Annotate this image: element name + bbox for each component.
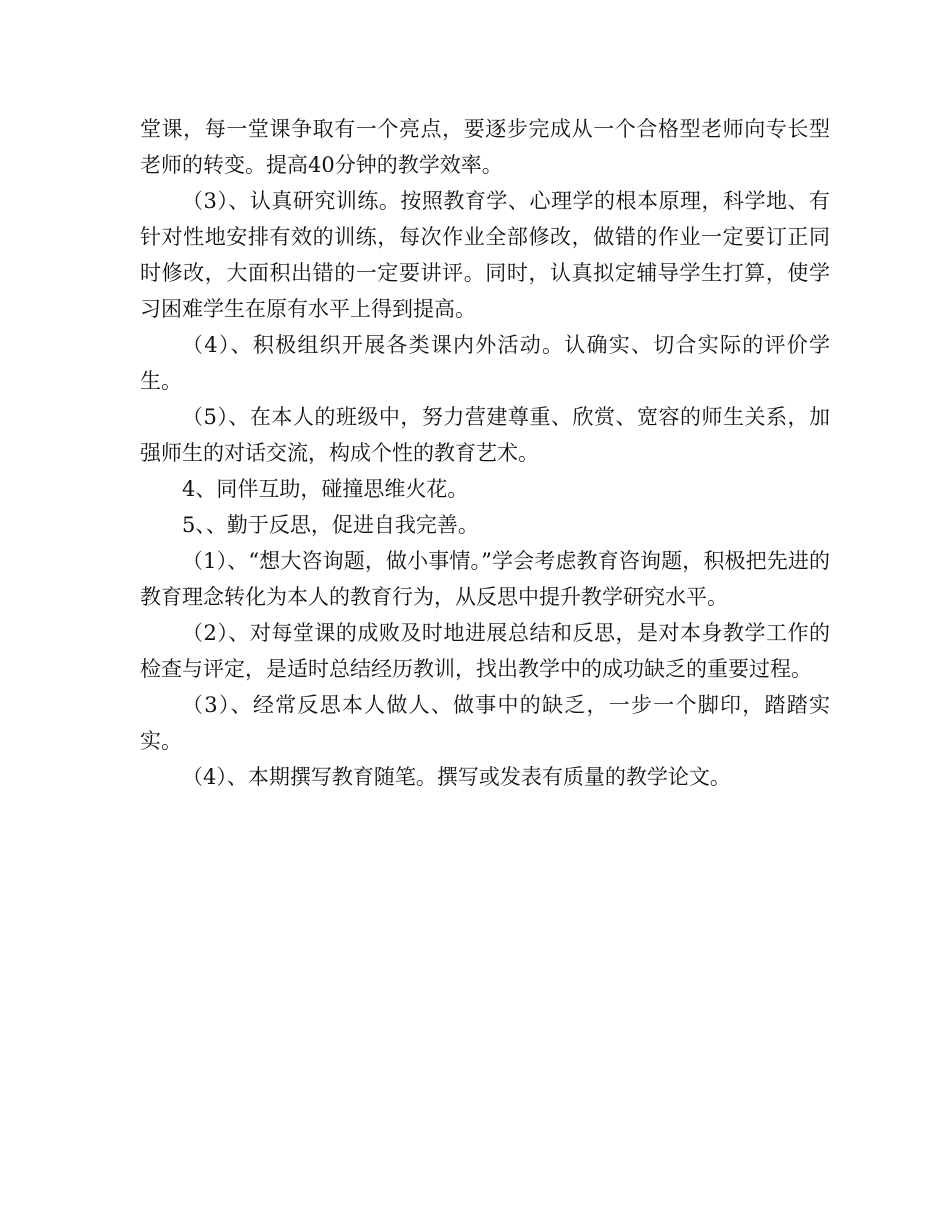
paragraph-reflection-item-2: （2）、对每堂课的成败及时地进展总结和反思，是对本身教学工作的检查与评定，是适时总结经历教训，找出教学中的成功缺乏的重要过程。 — [140, 621, 830, 681]
paragraph-item-4-activities: （4）、积极组织开展各类课内外活动。认确实、切合实际的评价学生。 — [140, 333, 830, 393]
paragraph-continuation: 堂课，每一堂课争取有一个亮点，要逐步完成从一个合格型老师向专长型老师的转变。提高40分钟的教学效率。 — [140, 117, 830, 177]
document-body — [140, 111, 830, 795]
paragraph-section-4-peer-help: 4、同伴互助，碰撞思维火花。 — [182, 477, 469, 501]
paragraph-reflection-item-4: （4）、本期撰写教育随笔。撰写或发表有质量的教学论文。 — [182, 765, 731, 789]
paragraph-item-5-relationship: （5）、在本人的班级中，努力营建尊重、欣赏、宽容的师生关系，加强师生的对话交流，构成个性的教育艺术。 — [140, 405, 830, 465]
paragraph-reflection-item-1: （1）、“想大咨询题，做小事情。”学会考虑教育咨询题，积极把先进的教育理念转化为本人的教育行为，从反思中提升教学研究水平。 — [140, 549, 830, 609]
paragraph-reflection-item-3: （3）、经常反思本人做人、做事中的缺乏，一步一个脚印，踏踏实实。 — [140, 693, 830, 753]
paragraph-section-5-reflection: 5、、勤于反思，促进自我完善。 — [182, 513, 479, 537]
paragraph-item-3-training: （3）、认真研究训练。按照教育学、心理学的根本原理，科学地、有针对性地安排有效的训练，每次作业全部修改，做错的作业一定要订正同时修改，大面积出错的一定要讲评。同时，认真拟定辅导学生打算，使学习困难学生在原有水平上得到提高。 — [140, 189, 830, 321]
